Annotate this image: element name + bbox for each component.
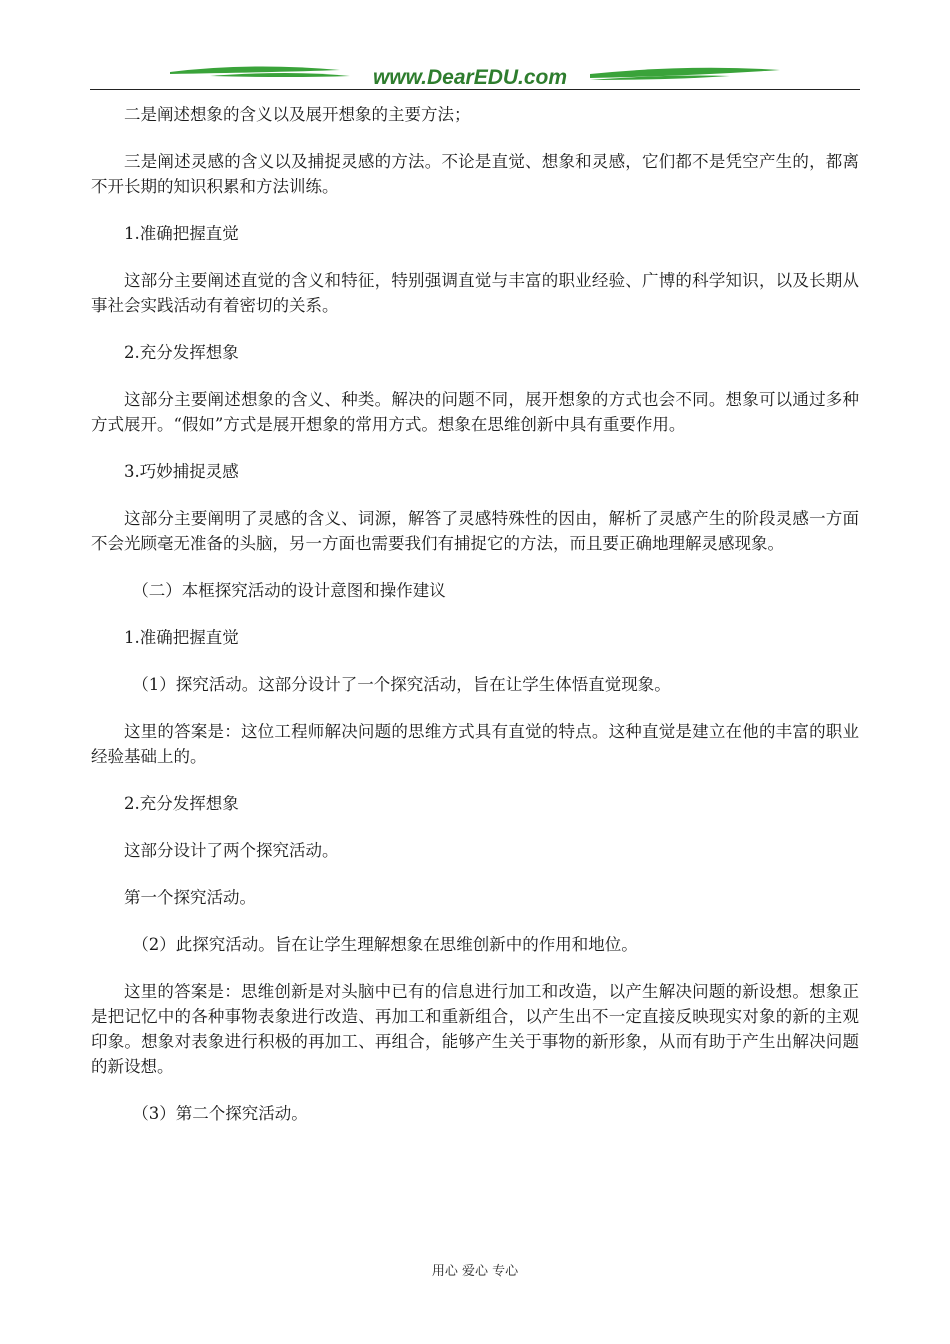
paragraph: 这里的答案是：这位工程师解决问题的思维方式具有直觉的特点。这种直觉是建立在他的丰富的职业经验基础上的。	[91, 722, 859, 766]
paragraph: 3.巧妙捕捉灵感	[124, 462, 239, 481]
site-header-banner	[90, 58, 860, 92]
paragraph: 这部分设计了两个探究活动。	[124, 841, 339, 860]
left-swoosh-icon	[170, 66, 340, 74]
paragraph: 这部分主要阐述想象的含义、种类。解决的问题不同，展开想象的方式也会不同。想象可以通过多种方式展开。“假如”方式是展开想象的常用方式。想象在思维创新中具有重要作用。	[91, 390, 859, 434]
document-body	[91, 102, 859, 1148]
logo-text: www.DearEDU.com	[372, 66, 568, 89]
paragraph: 1.准确把握直觉	[124, 628, 239, 647]
paragraph: 三是阐述灵感的含义以及捕捉灵感的方法。不论是直觉、想象和灵感，它们都不是凭空产生的，都离不开长期的知识积累和方法训练。	[91, 152, 859, 196]
deraredu-logo	[90, 58, 860, 92]
paragraph: （1）探究活动。这部分设计了一个探究活动，旨在让学生体悟直觉现象。	[132, 675, 671, 694]
paragraph: 这部分主要阐明了灵感的含义、词源，解答了灵感特殊性的因由，解析了灵感产生的阶段灵感一方面不会光顾毫无准备的头脑，另一方面也需要我们有捕捉它的方法，而且要正确地理解灵感现象。	[91, 509, 859, 553]
paragraph: 2.充分发挥想象	[124, 794, 239, 813]
paragraph: 2.充分发挥想象	[124, 343, 239, 362]
paragraph: 第一个探究活动。	[124, 888, 256, 907]
paragraph: 二是阐述想象的含义以及展开想象的主要方法；	[124, 105, 471, 124]
paragraph: 这部分主要阐述直觉的含义和特征，特别强调直觉与丰富的职业经验、广博的科学知识，以及长期从事社会实践活动有着密切的关系。	[91, 271, 859, 315]
paragraph: 这里的答案是：思维创新是对头脑中已有的信息进行加工和改造，以产生解决问题的新设想。想象正是把记忆中的各种事物表象进行改造、再加工和重新组合，以产生出不一定直接反映现实对象的新的主观印象。想象对表象进行积极的再加工、再组合，能够产生关于事物的新形象，从而有助于产生出解决问题的新设想。	[91, 982, 859, 1076]
paragraph: 1.准确把握直觉	[124, 224, 239, 243]
paragraph: （二）本框探究活动的设计意图和操作建议	[132, 581, 446, 600]
paragraph: （2）此探究活动。旨在让学生理解想象在思维创新中的作用和地位。	[132, 935, 638, 954]
left-swoosh-lower-icon	[210, 73, 350, 77]
paragraph: （3）第二个探究活动。	[132, 1104, 308, 1123]
page-footer: 用心 爱心 专心	[431, 1264, 519, 1279]
header-divider	[90, 89, 860, 90]
